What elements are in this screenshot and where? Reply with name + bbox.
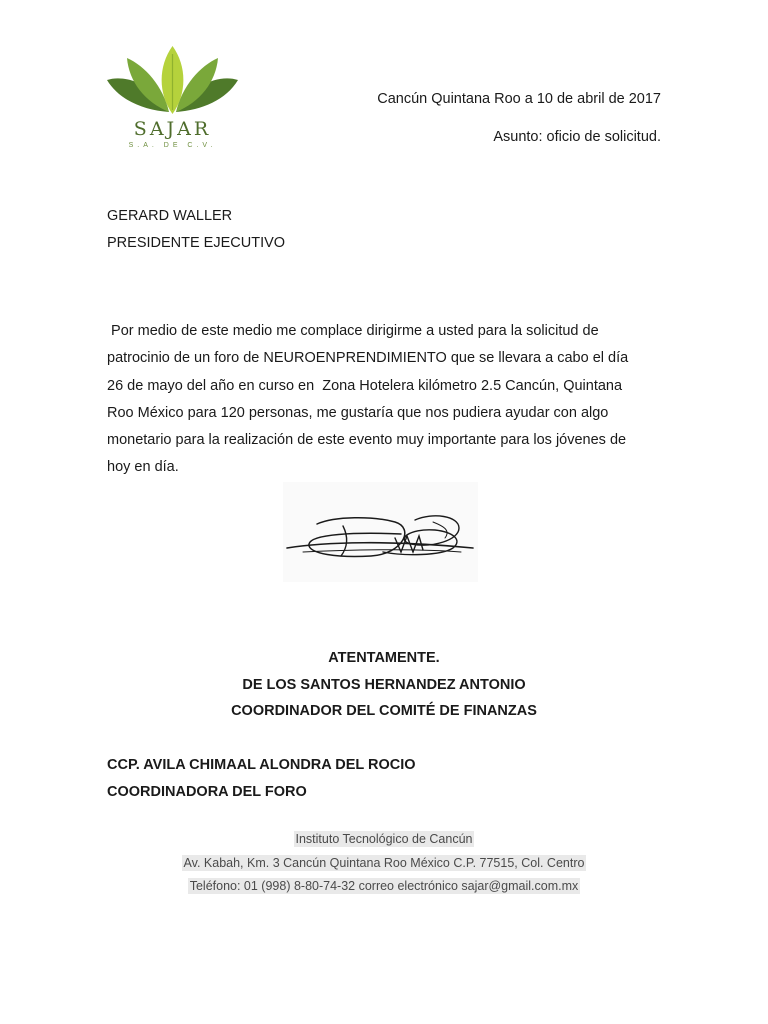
recipient-block — [107, 203, 285, 257]
ccp-title: COORDINADORA DEL FORO — [107, 784, 307, 800]
signer-title: COORDINADOR DEL COMITÉ DE FINANZAS — [231, 703, 537, 719]
body-line: hoy en día. — [107, 459, 179, 476]
body-line: 26 de mayo del año en curso en Zona Hotelera kilómetro 2.5 Cancún, Quintana — [107, 377, 623, 394]
ccp-name: CCP. AVILA CHIMAAL ALONDRA DEL ROCIO — [107, 757, 416, 773]
body-line: patrocinio de un foro de NEUROENPRENDIMIENTO que se llevara a cabo el día — [107, 350, 629, 367]
body-line: Roo México para 120 personas, me gustaría que nos pudiera ayudar con algo — [107, 404, 609, 421]
company-logo — [105, 44, 240, 156]
date-line: Cancún Quintana Roo a 10 de abril de 2017 — [377, 91, 661, 107]
footer-contact: Teléfono: 01 (998) 8-80-74-32 correo electrónico sajar@gmail.com.mx — [189, 879, 579, 893]
footer-block — [0, 828, 768, 899]
signer-name: DE LOS SANTOS HERNANDEZ ANTONIO — [242, 676, 526, 693]
signature-icon — [283, 482, 478, 582]
recipient-name: GERARD WALLER — [107, 208, 233, 224]
recipient-title: PRESIDENTE EJECUTIVO — [107, 235, 286, 251]
letter-body — [107, 318, 655, 482]
closing-salutation: ATENTAMENTE. — [328, 650, 440, 666]
footer-institution: Instituto Tecnológico de Cancún — [295, 832, 473, 846]
body-line: monetario para la realización de este evento muy importante para los jóvenes de — [107, 432, 627, 449]
footer-address: Av. Kabah, Km. 3 Cancún Quintana Roo México C.P. 77515, Col. Centro — [183, 855, 585, 870]
logo-wordmark: SAJAR — [133, 118, 212, 140]
closing-block — [0, 645, 768, 725]
subject-line: Asunto: oficio de solicitud. — [493, 129, 661, 145]
logo-subtitle: S.A. DE C.V. — [128, 142, 217, 149]
ccp-block — [107, 752, 416, 806]
leaf-logo-icon — [105, 44, 240, 119]
body-line: Por medio de este medio me complace dirigirme a usted para la solicitud de — [107, 323, 599, 339]
handwritten-signature — [283, 482, 478, 582]
